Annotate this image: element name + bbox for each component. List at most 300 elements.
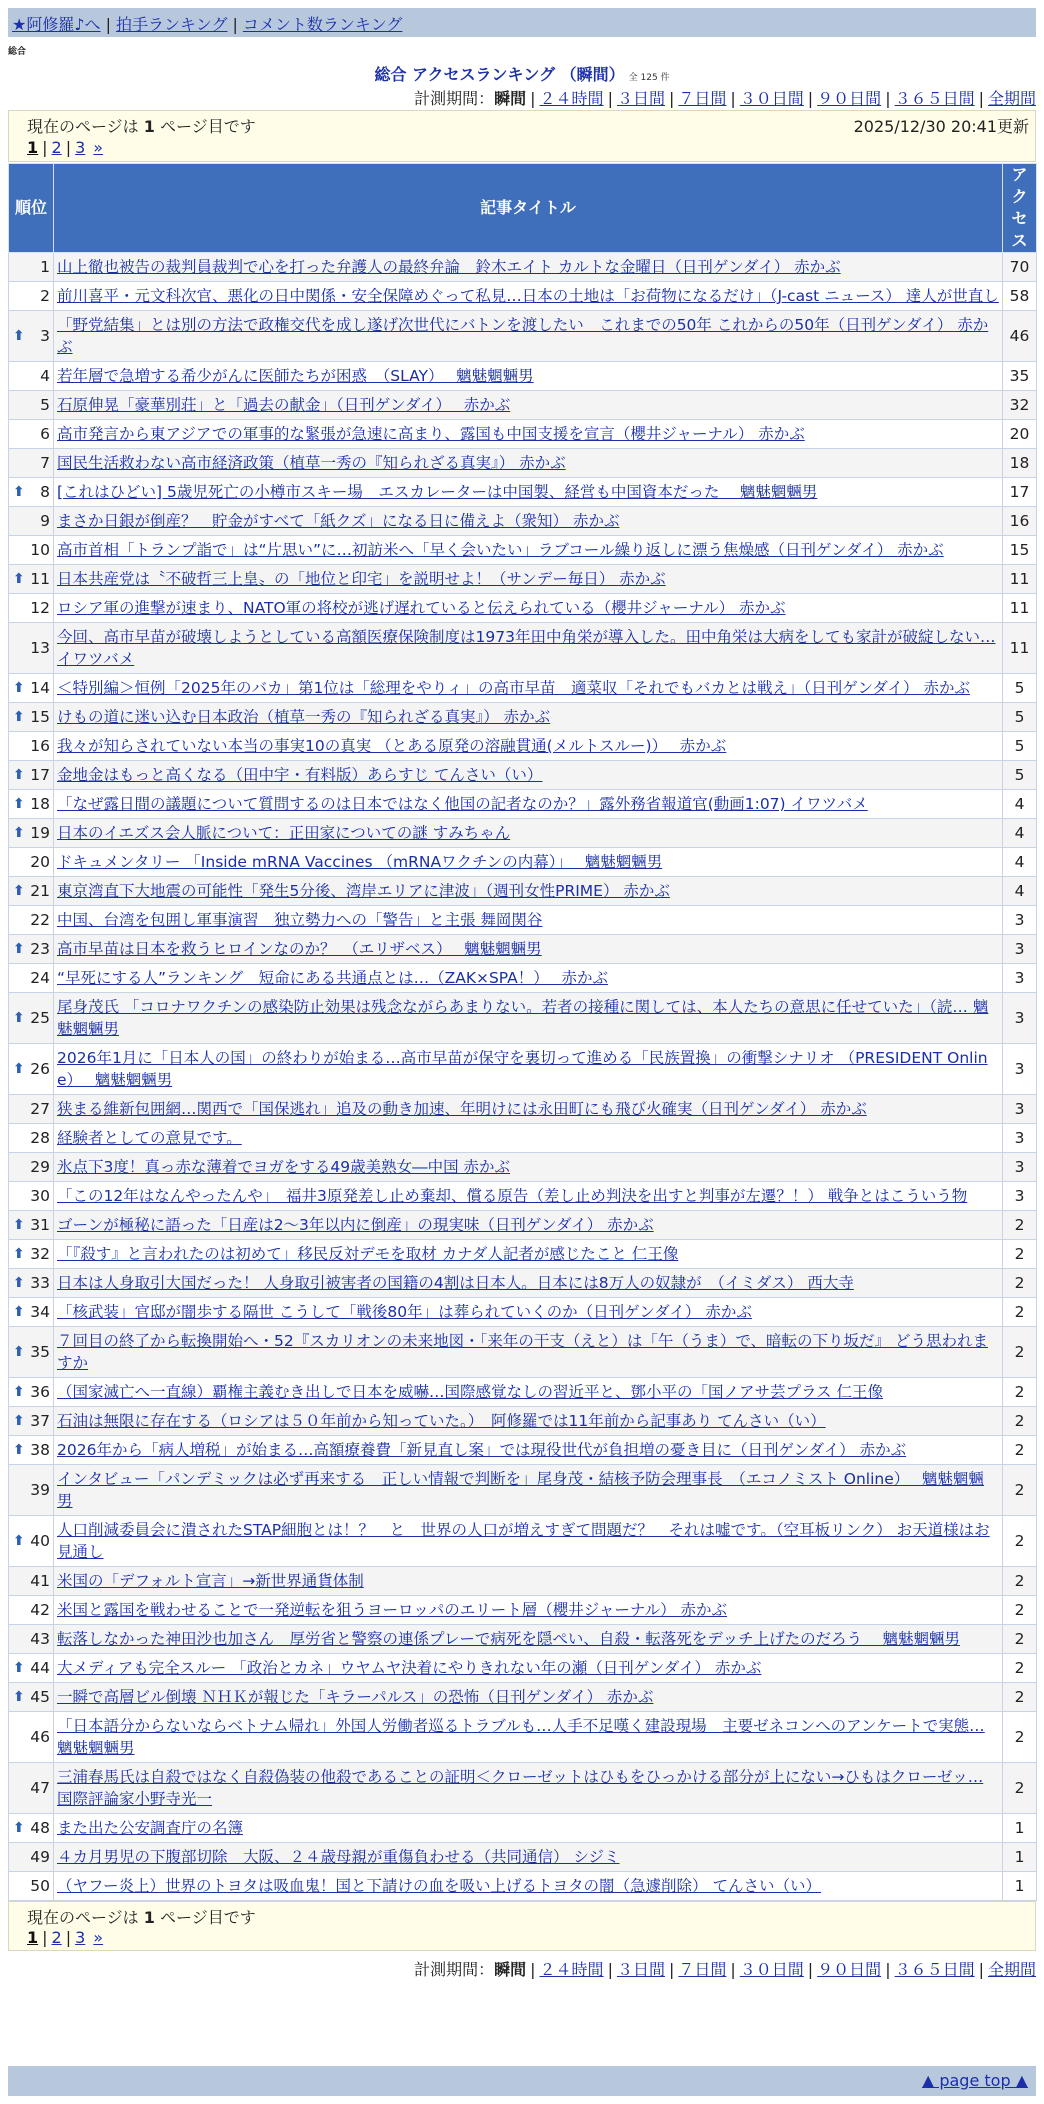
period-all[interactable]: 全期間	[987, 89, 1036, 108]
rank-up-arrow-icon: ⬆	[13, 1246, 25, 1262]
rank-cell	[9, 507, 54, 536]
ranking-rows	[9, 253, 1037, 1901]
rank-number: 49	[30, 1848, 50, 1866]
title-cell	[54, 1298, 1003, 1327]
rank-cell	[9, 674, 54, 703]
rank-number: 50	[30, 1877, 50, 1895]
rank-number: 29	[30, 1158, 50, 1176]
period-3d[interactable]: ３日間	[616, 89, 665, 108]
access-count: 46	[1003, 311, 1037, 362]
rank-cell	[9, 536, 54, 565]
pager-page-3[interactable]: 3	[75, 1928, 86, 1947]
period-label: 計測期間：	[414, 89, 495, 108]
article-link[interactable]: 石原伸晃「豪華別荘」と「過去の献金」（日刊ゲンダイ） 赤かぶ	[57, 396, 511, 414]
title-cell	[54, 1872, 1003, 1901]
article-link[interactable]: 大メディアも完全スルー 「政治とカネ」ウヤムヤ決着にやりきれない年の瀬（日刊ゲンダイ） 赤かぶ	[57, 1659, 762, 1677]
pager-next[interactable]: »	[93, 138, 104, 157]
title-cell	[54, 848, 1003, 877]
rank-number: 6	[40, 425, 50, 443]
access-count: 4	[1003, 877, 1037, 906]
rank-cell	[9, 1153, 54, 1182]
article-link[interactable]: 前川喜平・元文科次官、悪化の日中関係・安全保障めぐって私見…日本の土地は「お荷物になるだけ」（J-cast ニュース） 達人が世直し	[57, 287, 999, 305]
access-count: 1	[1003, 1814, 1037, 1843]
title-cell	[54, 1683, 1003, 1712]
article-link[interactable]: インタビュー「パンデミックは必ず再来する 正しい情報で判断を」尾身茂・結核予防会理事長 （エコノミスト Online） 魑魅魍魎男	[57, 1470, 984, 1510]
rank-cell	[9, 623, 54, 674]
rank-number: 5	[40, 396, 50, 414]
article-link[interactable]: 我々が知らされていない本当の事実10の真実 （とある原発の溶融貫通(メルトスルー)） 赤かぶ	[57, 737, 727, 755]
period-all[interactable]: 全期間	[987, 1960, 1036, 1979]
rank-number: 23	[30, 940, 50, 958]
article-link[interactable]: 「『殺す』と言われたのは初めて」移民反対デモを取材 カナダ人記者が感じたこと 仁王像	[57, 1245, 679, 1263]
article-link[interactable]: ＜特別編＞恒例「2025年のバカ」第1位は「総理をやりィ」の高市早苗 適菜収「それでもバカとは戦え」（日刊ゲンダイ） 赤かぶ	[57, 679, 970, 697]
rank-number: 38	[30, 1441, 50, 1459]
rank-number: 20	[30, 853, 50, 871]
title-cell	[54, 1596, 1003, 1625]
article-link[interactable]: [これはひどい] 5歳児死亡の小樽市スキー場 エスカレーターは中国製、経営も中国資本だった 魑魅魍魎男	[57, 483, 818, 501]
table-row	[9, 282, 1037, 311]
access-count: 11	[1003, 623, 1037, 674]
rank-cell	[9, 703, 54, 732]
title-cell	[54, 1567, 1003, 1596]
access-count: 3	[1003, 935, 1037, 964]
rank-number: 2	[40, 287, 50, 305]
title-cell	[54, 1465, 1003, 1516]
access-count: 2	[1003, 1763, 1037, 1814]
pager-page-3[interactable]: 3	[75, 138, 86, 157]
rank-up-arrow-icon: ⬆	[13, 1275, 25, 1291]
rank-up-arrow-icon: ⬆	[13, 883, 25, 899]
article-link[interactable]: 高市早苗は日本を救うヒロインなのか？ （エリザベス） 魑魅魍魎男	[57, 940, 542, 958]
article-link[interactable]: 東京湾直下大地震の可能性「発生5分後、湾岸エリアに津波」（週刊女性PRIME） 赤かぶ	[57, 882, 670, 900]
article-link[interactable]: 日本共産党は〝不破哲三上皇〟の「地位と印宅」を説明せよ！（サンデー毎日） 赤かぶ	[57, 570, 666, 588]
article-link[interactable]: ロシア軍の進撃が速まり、NATO軍の将校が逃げ遅れていると伝えられている（櫻井ジャーナル） 赤かぶ	[57, 599, 786, 617]
period-30d[interactable]: ３０日間	[739, 89, 804, 108]
article-link[interactable]: まさか日銀が倒産？ 貯金がすべて「紙クズ」になる日に備えよ（衆知） 赤かぶ	[57, 512, 620, 530]
title-cell	[54, 877, 1003, 906]
rank-number: 21	[30, 882, 50, 900]
article-link[interactable]: ゴーンが極秘に語った「日産は2～3年以内に倒産」の現実味（日刊ゲンダイ） 赤かぶ	[57, 1216, 654, 1234]
rank-number: 3	[40, 327, 50, 345]
access-count: 15	[1003, 536, 1037, 565]
table-row	[9, 1763, 1037, 1814]
article-link[interactable]: 三浦春馬氏は自殺ではなく自殺偽装の他殺であることの証明＜クローゼットはひもをひっかける部分が上にない→ひもはクローゼッ… 国際評論家小野寺光一	[57, 1768, 984, 1808]
rank-number: 18	[30, 795, 50, 813]
period-24h[interactable]: ２４時間	[539, 89, 604, 108]
rank-number: 46	[30, 1728, 50, 1746]
access-count: 18	[1003, 449, 1037, 478]
period-90d[interactable]: ９０日間	[817, 1960, 882, 1979]
table-row	[9, 993, 1037, 1044]
table-row	[9, 507, 1037, 536]
article-link[interactable]: 石油は無限に存在する（ロシアは５０年前から知っていた。） 阿修羅では11年前から記事あり てんさい（い）	[57, 1412, 826, 1430]
rank-number: 41	[30, 1572, 50, 1590]
rank-number: 12	[30, 599, 50, 617]
table-row	[9, 906, 1037, 935]
title-cell	[54, 478, 1003, 507]
table-row	[9, 391, 1037, 420]
rank-up-arrow-icon: ⬆	[13, 1660, 25, 1676]
table-row	[9, 420, 1037, 449]
rank-number: 40	[30, 1532, 50, 1550]
article-link[interactable]: 2026年から「病人増税」が始まる…高額療養費「新見直し案」では現役世代が負担増の憂き目に（日刊ゲンダイ） 赤かぶ	[57, 1441, 907, 1459]
title-cell	[54, 1327, 1003, 1378]
title-cell	[54, 790, 1003, 819]
table-row	[9, 449, 1037, 478]
title-cell	[54, 1044, 1003, 1095]
table-row	[9, 1269, 1037, 1298]
title-cell	[54, 732, 1003, 761]
table-row	[9, 1516, 1037, 1567]
table-row	[9, 848, 1037, 877]
title-cell	[54, 253, 1003, 282]
rank-cell	[9, 1378, 54, 1407]
access-count: 3	[1003, 1153, 1037, 1182]
access-count: 2	[1003, 1436, 1037, 1465]
rank-cell	[9, 1269, 54, 1298]
rank-number: 22	[30, 911, 50, 929]
rank-cell	[9, 1327, 54, 1378]
period-365d[interactable]: ３６５日間	[894, 89, 975, 108]
access-count: 2	[1003, 1712, 1037, 1763]
article-link[interactable]: 「野党結集」とは別の方法で政権交代を成し遂げ次世代にバトンを渡したい これまでの50年 これからの50年（日刊ゲンダイ） 赤かぶ	[57, 316, 989, 356]
table-row	[9, 819, 1037, 848]
access-count: 11	[1003, 565, 1037, 594]
rank-up-arrow-icon: ⬆	[13, 571, 25, 587]
article-link[interactable]: 高市発言から東アジアでの軍事的な緊張が急速に高まり、露国も中国支援を宣言（櫻井ジャーナル） 赤かぶ	[57, 425, 805, 443]
rank-number: 4	[40, 367, 50, 385]
rank-cell	[9, 1436, 54, 1465]
title-cell	[54, 536, 1003, 565]
rank-cell	[9, 1567, 54, 1596]
period-24h[interactable]: ２４時間	[539, 1960, 604, 1979]
period-current: 瞬間	[494, 89, 527, 108]
nav-separator: |	[105, 15, 111, 34]
table-row	[9, 253, 1037, 282]
title-cell	[54, 1378, 1003, 1407]
article-link[interactable]: ドキュメンタリー 「Inside mRNA Vaccines （mRNAワクチンの内幕）」 魑魅魍魎男	[57, 853, 663, 871]
rank-cell	[9, 1872, 54, 1901]
table-row	[9, 623, 1037, 674]
rank-cell	[9, 1182, 54, 1211]
access-count: 4	[1003, 848, 1037, 877]
article-link[interactable]: 日本のイエズス会人脈について：正田家についての謎 すみちゃん	[57, 824, 511, 842]
category-label: 総合	[8, 47, 27, 57]
rank-cell	[9, 1712, 54, 1763]
pager-page-2[interactable]: 2	[51, 138, 62, 157]
updated-timestamp: 2025/12/30 20:41更新	[853, 117, 1029, 136]
table-row	[9, 1378, 1037, 1407]
title-cell	[54, 449, 1003, 478]
rank-number: 16	[30, 737, 50, 755]
title-cell	[54, 674, 1003, 703]
table-row	[9, 1211, 1037, 1240]
rank-number: 24	[30, 969, 50, 987]
table-row	[9, 1182, 1037, 1211]
title-cell	[54, 993, 1003, 1044]
rank-cell	[9, 1044, 54, 1095]
rank-number: 47	[30, 1779, 50, 1797]
table-row	[9, 1683, 1037, 1712]
rank-cell	[9, 449, 54, 478]
access-count: 5	[1003, 674, 1037, 703]
rank-cell	[9, 478, 54, 507]
rank-up-arrow-icon: ⬆	[13, 1689, 25, 1705]
rank-cell	[9, 311, 54, 362]
rank-cell	[9, 1814, 54, 1843]
rank-cell	[9, 1516, 54, 1567]
period-7d[interactable]: ７日間	[678, 1960, 727, 1979]
title-cell	[54, 1625, 1003, 1654]
access-count: 4	[1003, 819, 1037, 848]
article-link[interactable]: “早死にする人”ランキング 短命にある共通点とは…（ZAK×SPA！） 赤かぶ	[57, 969, 608, 987]
rank-number: 32	[30, 1245, 50, 1263]
access-count: 3	[1003, 1044, 1037, 1095]
rank-cell	[9, 848, 54, 877]
title-cell	[54, 1436, 1003, 1465]
rank-number: 48	[30, 1819, 50, 1837]
rank-cell	[9, 1763, 54, 1814]
rank-cell	[9, 1683, 54, 1712]
article-link[interactable]: 「なぜ露日間の議題について質問するのは日本ではなく他国の記者なのか？」露外務省報道官(動画1:07) イワツバメ	[57, 795, 868, 813]
ranking-table	[8, 163, 1037, 1901]
access-count: 2	[1003, 1683, 1037, 1712]
title-cell	[54, 1153, 1003, 1182]
access-count: 2	[1003, 1327, 1037, 1378]
rank-up-arrow-icon: ⬆	[13, 1820, 25, 1836]
period-label: 計測期間：	[414, 1960, 495, 1979]
title-cell	[54, 391, 1003, 420]
table-row	[9, 1596, 1037, 1625]
access-count: 3	[1003, 1182, 1037, 1211]
pager-page-2[interactable]: 2	[51, 1928, 62, 1947]
table-row	[9, 761, 1037, 790]
rank-cell	[9, 1240, 54, 1269]
rank-number: 35	[30, 1343, 50, 1361]
access-count: 3	[1003, 964, 1037, 993]
rank-cell	[9, 1465, 54, 1516]
table-row	[9, 362, 1037, 391]
period-30d[interactable]: ３０日間	[739, 1960, 804, 1979]
rank-cell	[9, 819, 54, 848]
rank-number: 33	[30, 1274, 50, 1292]
rank-cell	[9, 964, 54, 993]
pager-current: 1	[27, 138, 39, 157]
rank-cell	[9, 1654, 54, 1683]
rank-cell	[9, 1298, 54, 1327]
rank-up-arrow-icon: ⬆	[13, 709, 25, 725]
rank-cell	[9, 594, 54, 623]
access-count: 2	[1003, 1567, 1037, 1596]
table-row	[9, 1095, 1037, 1124]
title-cell	[54, 1814, 1003, 1843]
rank-up-arrow-icon: ⬆	[13, 328, 25, 344]
table-row	[9, 732, 1037, 761]
rank-cell	[9, 282, 54, 311]
pager-next[interactable]: »	[93, 1928, 104, 1947]
header-rank: 順位	[9, 164, 54, 253]
rank-number: 45	[30, 1688, 50, 1706]
period-90d[interactable]: ９０日間	[817, 89, 882, 108]
article-link[interactable]: また出た公安調査庁の名簿	[57, 1819, 244, 1837]
title-cell	[54, 1211, 1003, 1240]
table-row	[9, 1872, 1037, 1901]
table-row	[9, 1712, 1037, 1763]
rank-number: 44	[30, 1659, 50, 1677]
nav-clap-ranking[interactable]: 拍手ランキング	[115, 15, 228, 34]
table-row	[9, 674, 1037, 703]
article-link[interactable]: 2026年1月に「日本人の国」の終わりが始まる…高市早苗が保守を裏切って進める「民族置換」の衝撃シナリオ （PRESIDENT Online） 魑魅魍魎男	[57, 1049, 988, 1089]
title-cell	[54, 761, 1003, 790]
table-row	[9, 964, 1037, 993]
article-link[interactable]: 金地金はもっと高くなる（田中宇・有料版）あらすじ てんさい（い）	[57, 766, 543, 784]
rank-number: 27	[30, 1100, 50, 1118]
article-link[interactable]: 「核武装」官邸が闇歩する隔世 こうして「戦後80年」は葬られていくのか（日刊ゲンダイ） 赤かぶ	[57, 1303, 752, 1321]
table-row	[9, 703, 1037, 732]
article-link[interactable]: ７回目の終了から転換開始へ・52『スカリオンの未来地図・「来年の干支（えと）は「午（うま）で、暗転の下り坂だ』 どう思われますか	[57, 1332, 988, 1372]
title-cell	[54, 1712, 1003, 1763]
header-access: アクセス	[1003, 164, 1037, 253]
rank-number: 1	[40, 258, 50, 276]
rank-cell	[9, 993, 54, 1044]
article-link[interactable]: 尾身茂氏 「コロナワクチンの感染防止効果は残念ながらあまりない。若者の接種に関しては、本人たちの意思に任せていた」（読… 魑魅魍魎男	[57, 998, 989, 1038]
table-row	[9, 594, 1037, 623]
title-cell	[54, 1654, 1003, 1683]
table-row	[9, 1436, 1037, 1465]
access-count: 11	[1003, 594, 1037, 623]
article-link[interactable]: 若年層で急増する希少がんに医師たちが困惑 （SLAY） 魑魅魍魎男	[57, 367, 534, 385]
title-cell	[54, 311, 1003, 362]
period-7d[interactable]: ７日間	[678, 89, 727, 108]
header-title: 記事タイトル	[54, 164, 1003, 253]
access-count: 17	[1003, 478, 1037, 507]
rank-number: 34	[30, 1303, 50, 1321]
pager-current: 1	[27, 1928, 39, 1947]
access-count: 70	[1003, 253, 1037, 282]
rank-cell	[9, 420, 54, 449]
rank-number: 43	[30, 1630, 50, 1648]
article-link[interactable]: 日本は人身取引大国だった！ 人身取引被害者の国籍の4割は日本人。日本には8万人の奴隷が （イミダス） 西大寺	[57, 1274, 854, 1292]
access-count: 2	[1003, 1465, 1037, 1516]
rank-up-arrow-icon: ⬆	[13, 1442, 25, 1458]
rank-up-arrow-icon: ⬆	[13, 796, 25, 812]
article-link[interactable]: （国家滅亡へ一直線）覇権主義むき出しで日本を威嚇…国際感覚なしの習近平と、鄧小平の「国ノアサ芸プラス 仁王像	[57, 1383, 883, 1401]
access-count: 35	[1003, 362, 1037, 391]
article-link[interactable]: 転落しなかった神田沙也加さん 厚労省と警察の連係プレーで病死を隠ぺい、自殺・転落死をデッチ上げたのだろう 魑魅魍魎男	[57, 1630, 961, 1648]
rank-number: 36	[30, 1383, 50, 1401]
rank-number: 31	[30, 1216, 50, 1234]
rank-number: 9	[40, 512, 50, 530]
nav-comment-ranking[interactable]: コメント数ランキング	[242, 15, 403, 34]
rank-cell	[9, 1124, 54, 1153]
rank-cell	[9, 877, 54, 906]
rank-cell	[9, 761, 54, 790]
nav-asyura-home[interactable]: ★阿修羅♪へ	[12, 15, 101, 34]
rank-up-arrow-icon: ⬆	[13, 825, 25, 841]
title-cell	[54, 1763, 1003, 1814]
article-link[interactable]: 経験者としての意見です。	[57, 1129, 242, 1147]
rank-number: 39	[30, 1481, 50, 1499]
article-link[interactable]: 高市首相「トランプ詣で」は“片思い”に…初訪米へ「早く会いたい」ラブコール繰り返しに漂う焦燥感（日刊ゲンダイ） 赤かぶ	[57, 541, 944, 559]
access-count: 3	[1003, 1124, 1037, 1153]
rank-up-arrow-icon: ⬆	[13, 1304, 25, 1320]
access-count: 3	[1003, 906, 1037, 935]
title-cell	[54, 1182, 1003, 1211]
period-3d[interactable]: ３日間	[616, 1960, 665, 1979]
rank-number: 10	[30, 541, 50, 559]
rank-cell	[9, 391, 54, 420]
rank-up-arrow-icon: ⬆	[13, 1061, 25, 1077]
article-link[interactable]: 米国の「デフォルト宣言」→新世界通貨体制	[57, 1572, 364, 1590]
article-link[interactable]: 「この12年はなんやったんや」 福井3原発差し止め棄却、償る原告（差し止め判決を出すと判事が左遷？！） 戦争とはこういう物	[57, 1187, 968, 1205]
table-row	[9, 1625, 1037, 1654]
rank-number: 14	[30, 679, 50, 697]
article-link[interactable]: けもの道に迷い込む日本政治（植草一秀の『知られざる真実』） 赤かぶ	[57, 708, 551, 726]
access-count: 2	[1003, 1654, 1037, 1683]
table-row	[9, 311, 1037, 362]
table-row	[9, 1567, 1037, 1596]
table-row	[9, 565, 1037, 594]
article-link[interactable]: ４カ月男児の下腹部切除 大阪、２４歳母親が重傷負わせる（共同通信） シジミ	[57, 1848, 620, 1866]
table-row	[9, 478, 1037, 507]
title-cell	[54, 507, 1003, 536]
page-top-link[interactable]: ▲ page top ▲	[921, 2071, 1028, 2090]
rank-up-arrow-icon: ⬆	[13, 941, 25, 957]
rank-cell	[9, 732, 54, 761]
rank-cell	[9, 1095, 54, 1124]
period-selector-bottom: 計測期間：瞬間 | ２４時間 | ３日間 | ７日間 | ３０日間 | ９０日間 | ３６５日間 | 全期間	[414, 1960, 1036, 1979]
pager-bottom: 1 | 2 | 3 »	[27, 1928, 104, 1947]
rank-up-arrow-icon: ⬆	[13, 484, 25, 500]
title-cell	[54, 964, 1003, 993]
pager-top: 1 | 2 | 3 »	[27, 138, 104, 157]
rank-number: 30	[30, 1187, 50, 1205]
rank-number: 25	[30, 1009, 50, 1027]
rank-number: 17	[30, 766, 50, 784]
access-count: 16	[1003, 507, 1037, 536]
title-cell	[54, 623, 1003, 674]
article-link[interactable]: 狭まる維新包囲網…関西で「国保逃れ」追及の動き加速、年明けには永田町にも飛び火確実（日刊ゲンダイ） 赤かぶ	[57, 1100, 867, 1118]
rank-cell	[9, 1843, 54, 1872]
article-link[interactable]: 国民生活救わない高市経済政策（植草一秀の『知られざる真実』） 赤かぶ	[57, 454, 566, 472]
rank-cell	[9, 935, 54, 964]
article-link[interactable]: 米国と露国を戦わせることで一発逆転を狙うヨーロッパのエリート層（櫻井ジャーナル） 赤かぶ	[57, 1601, 728, 1619]
period-365d[interactable]: ３６５日間	[894, 1960, 975, 1979]
table-row	[9, 1465, 1037, 1516]
title-cell	[54, 420, 1003, 449]
article-link[interactable]: 今回、高市早苗が破壊しようとしている高額医療保険制度は1973年田中角栄が導入した。田中角栄は大病をしても家計が破綻しない… イワツバメ	[57, 628, 996, 668]
article-link[interactable]: （ヤフー炎上）世界のトヨタは吸血鬼！国と下請けの血を吸い上げるトヨタの闇（急遽削除） てんさい（い）	[57, 1877, 821, 1895]
article-link[interactable]: 山上徹也被告の裁判員裁判で心を打った弁護人の最終弁論 鈴木エイト カルトな金曜日（日刊ゲンダイ） 赤かぶ	[57, 258, 841, 276]
access-count: 2	[1003, 1625, 1037, 1654]
title-cell	[54, 703, 1003, 732]
title-cell	[54, 594, 1003, 623]
rank-number: 42	[30, 1601, 50, 1619]
page-info-bottom	[8, 1901, 1036, 1951]
table-row	[9, 1654, 1037, 1683]
rank-number: 13	[30, 639, 50, 657]
table-row	[9, 1044, 1037, 1095]
article-link[interactable]: 氷点下3度！真っ赤な薄着でヨガをする49歳美熟女―中国 赤かぶ	[57, 1158, 511, 1176]
rank-number: 28	[30, 1129, 50, 1147]
article-link[interactable]: 人口削減委員会に潰されたSTAP細胞とは！？ と 世界の人口が増えすぎて問題だ？ それは嘘です。（空耳板リンク） お天道様はお見通し	[57, 1521, 990, 1561]
article-link[interactable]: 「日本語分からないならベトナム帰れ」外国人労働者巡るトラブルも…人手不足嘆く建設現場 主要ゼネコンへのアンケートで実態… 魑魅魍魎男	[57, 1717, 985, 1757]
period-current: 瞬間	[494, 1960, 527, 1979]
article-link[interactable]: 一瞬で高層ビル倒壊 ＮＨＫが報じた「キラーパルス」の恐怖（日刊ゲンダイ） 赤かぶ	[57, 1688, 654, 1706]
article-link[interactable]: 中国、台湾を包囲し軍事演習 独立勢力への「警告」と主張 舞岡関谷	[57, 911, 543, 929]
table-row	[9, 1153, 1037, 1182]
table-row	[9, 536, 1037, 565]
